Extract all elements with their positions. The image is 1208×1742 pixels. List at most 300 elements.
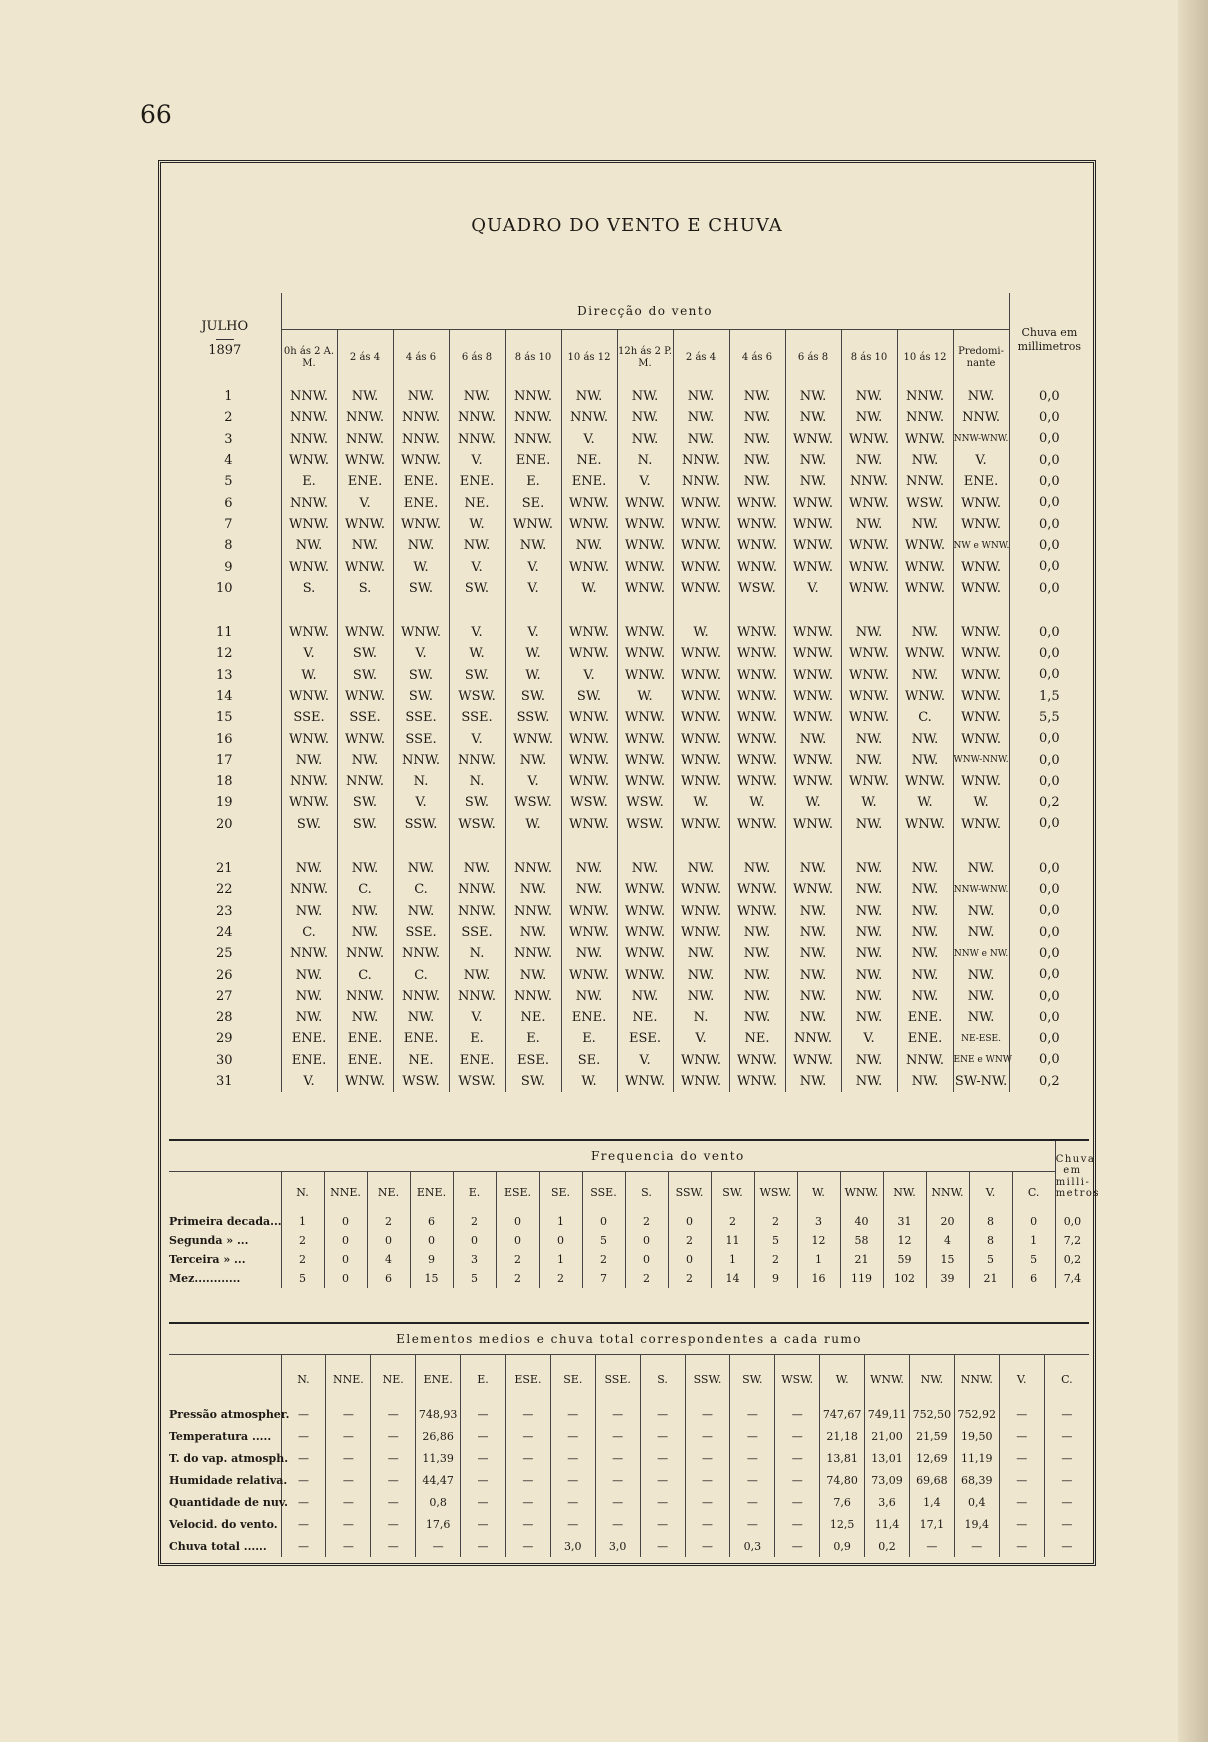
elements-cell: —: [1044, 1425, 1089, 1447]
row-label: Mez............: [169, 1272, 241, 1285]
elements-cell: —: [281, 1513, 326, 1535]
wind-cell: WNW.: [785, 643, 841, 664]
wind-cell: NW.: [449, 386, 505, 407]
wind-cell: SW.: [337, 814, 393, 835]
wind-column-header: 6 ás 8: [449, 330, 505, 387]
elements-cell: —: [909, 1535, 954, 1557]
wind-cell: WNW.: [953, 622, 1009, 643]
wind-cell: WNW.: [953, 707, 1009, 728]
frequency-cell: 0: [668, 1250, 711, 1269]
wind-cell: NW.: [337, 535, 393, 556]
elements-column-header: S.: [640, 1355, 685, 1404]
elements-cell: 0,8: [416, 1491, 461, 1513]
wind-cell: C.: [337, 879, 393, 900]
wind-cell: NW.: [841, 943, 897, 964]
year-label: 1897: [208, 343, 242, 358]
wind-cell: W.: [841, 792, 897, 813]
elements-column-header: SSE.: [595, 1355, 640, 1404]
wind-cell: NW.: [729, 1007, 785, 1028]
wind-cell: WNW.: [729, 556, 785, 577]
wind-cell: WNW.: [561, 964, 617, 985]
frequency-cell: 0: [539, 1231, 582, 1250]
elements-cell: —: [550, 1491, 595, 1513]
wind-cell: WNW.: [289, 453, 329, 469]
wind-cell: NW.: [841, 858, 897, 879]
wind-cell: NE.: [393, 1050, 449, 1071]
wind-cell: WNW.: [729, 879, 785, 900]
wind-cell: NW.: [449, 964, 505, 985]
wind-cell: WNW.: [289, 731, 329, 747]
wind-cell: WNW.: [673, 879, 729, 900]
wind-cell: NW.: [393, 901, 449, 922]
wind-cell: NW.: [841, 750, 897, 771]
day-number: 16: [169, 728, 281, 749]
frequency-cell: 5: [754, 1231, 797, 1250]
rain-cell: 0,0: [1009, 1007, 1089, 1028]
wind-cell: WNW-NNW.: [953, 750, 1009, 771]
wind-cell: WNW.: [337, 686, 393, 707]
wind-frequency-table: [169, 1139, 1101, 1288]
wind-cell: NNW.: [449, 986, 505, 1007]
wind-cell: NNW.: [290, 882, 328, 898]
table-row: [169, 556, 1089, 577]
wind-cell: SW.: [449, 578, 505, 599]
row-label: Humidade relativa.: [169, 1473, 288, 1487]
wind-cell: WNW.: [897, 686, 953, 707]
wind-cell: WNW.: [617, 492, 673, 513]
wind-cell: SW.: [505, 686, 561, 707]
day-number: 15: [169, 707, 281, 728]
wind-cell: WNW.: [673, 771, 729, 792]
rain-cell: 0,2: [1009, 1071, 1089, 1092]
frequency-cell: 8: [969, 1231, 1012, 1250]
frequency-cell: 59: [883, 1250, 926, 1269]
elements-cell: 1,4: [909, 1491, 954, 1513]
rain-cell: 7,2: [1055, 1231, 1089, 1250]
row-label-header: [169, 1355, 281, 1404]
wind-cell: C.: [897, 707, 953, 728]
elements-cell: 752,50: [909, 1403, 954, 1425]
wind-cell: SW.: [337, 792, 393, 813]
wind-cell: SE.: [505, 492, 561, 513]
rain-cell: 0,0: [1009, 1050, 1089, 1071]
elements-cell: —: [461, 1469, 506, 1491]
elements-cell: —: [1044, 1403, 1089, 1425]
wind-cell: NW.: [841, 407, 897, 428]
elements-cell: —: [999, 1403, 1044, 1425]
table-row: [169, 535, 1089, 556]
elements-cell: —: [595, 1513, 640, 1535]
wind-cell: NW.: [897, 622, 953, 643]
page-edge-shadow: [1178, 0, 1208, 1742]
wind-cell: WNW.: [337, 450, 393, 471]
day-number: 3: [169, 429, 281, 450]
elements-cell: —: [371, 1403, 416, 1425]
wind-cell: WNW.: [673, 728, 729, 749]
table-row: [169, 1403, 1089, 1425]
wind-cell: WNW.: [617, 901, 673, 922]
elements-cell: —: [640, 1491, 685, 1513]
day-number: 27: [169, 986, 281, 1007]
frequency-column-header: SSW.: [668, 1172, 711, 1213]
frequency-cell: 2: [754, 1250, 797, 1269]
wind-cell: NW.: [785, 450, 841, 471]
wind-cell: NW.: [617, 386, 673, 407]
rain-cell: 0,0: [1009, 514, 1089, 535]
elements-cell: —: [640, 1425, 685, 1447]
elements-cell: 12,69: [909, 1447, 954, 1469]
frequency-cell: 21: [969, 1269, 1012, 1288]
wind-cell: WNW.: [561, 922, 617, 943]
frequency-cell: 4: [367, 1250, 410, 1269]
wind-cell: NE.: [617, 1007, 673, 1028]
wind-cell: NNW.: [505, 407, 561, 428]
elements-cell: —: [550, 1513, 595, 1535]
wind-cell: W.: [505, 643, 561, 664]
elements-cell: —: [685, 1447, 730, 1469]
elements-group-header: Elementos medios e chuva total correspondentes a cada rumo: [396, 1332, 863, 1346]
wind-cell: SW.: [449, 792, 505, 813]
wind-cell: NNW.: [290, 389, 328, 405]
wind-cell: NNW.: [841, 471, 897, 492]
wind-cell: WNW.: [785, 492, 841, 513]
table-row: [169, 792, 1089, 813]
table-row: [169, 1447, 1089, 1469]
elements-cell: 12,5: [820, 1513, 865, 1535]
table-row: [169, 514, 1089, 535]
frequency-cell: 0: [367, 1231, 410, 1250]
wind-column-header: 8 ás 10: [841, 330, 897, 387]
elements-cell: —: [640, 1513, 685, 1535]
mean-elements-table: [169, 1322, 1089, 1557]
elements-column-header: NE.: [371, 1355, 416, 1404]
elements-cell: —: [595, 1447, 640, 1469]
page-title: QUADRO DO VENTO E CHUVA: [471, 215, 783, 236]
wind-cell: WNW.: [953, 514, 1009, 535]
wind-cell: NW.: [729, 450, 785, 471]
wind-cell: WNW.: [561, 814, 617, 835]
wind-cell: WNW.: [785, 879, 841, 900]
wind-cell: NNW.: [897, 471, 953, 492]
elements-cell: —: [685, 1425, 730, 1447]
wind-cell: WNW.: [673, 514, 729, 535]
wind-cell: WNW.: [673, 901, 729, 922]
table-row: [169, 1028, 1089, 1049]
elements-cell: —: [730, 1447, 775, 1469]
rain-cell: 0,0: [1009, 450, 1089, 471]
wind-column-header: 12h ás 2 P. M.: [617, 330, 673, 387]
elements-column-header: SE.: [550, 1355, 595, 1404]
wind-cell: NE-ESE.: [953, 1028, 1009, 1049]
wind-cell: V.: [449, 728, 505, 749]
frequency-cell: 5: [281, 1269, 324, 1288]
wind-cell: WNW.: [729, 728, 785, 749]
wind-cell: WNW.: [561, 771, 617, 792]
wind-cell: NNW.: [393, 750, 449, 771]
elements-cell: —: [326, 1403, 371, 1425]
wind-cell: WNW.: [841, 686, 897, 707]
wind-cell: WNW.: [673, 814, 729, 835]
frequency-cell: 2: [367, 1212, 410, 1231]
elements-cell: —: [640, 1403, 685, 1425]
wind-cell: W.: [449, 643, 505, 664]
wind-cell: WNW.: [729, 750, 785, 771]
elements-cell: —: [999, 1425, 1044, 1447]
table-row: [169, 471, 1089, 492]
wind-cell: WNW.: [841, 535, 897, 556]
wind-cell: NW.: [337, 750, 393, 771]
frequency-cell: 31: [883, 1212, 926, 1231]
day-number: 18: [169, 771, 281, 792]
frequency-cell: 2: [496, 1250, 539, 1269]
elements-column-header: SSW.: [685, 1355, 730, 1404]
wind-cell: NNW.: [290, 495, 328, 511]
elements-cell: —: [775, 1447, 820, 1469]
frequency-cell: 2: [539, 1269, 582, 1288]
frequency-cell: 2: [625, 1212, 668, 1231]
frequency-cell: 21: [840, 1250, 883, 1269]
wind-cell: SSE.: [449, 922, 505, 943]
wind-cell: E.: [505, 1028, 561, 1049]
elements-cell: 17,6: [416, 1513, 461, 1535]
rain-cell: 0,0: [1009, 750, 1089, 771]
wind-cell: WNW.: [617, 964, 673, 985]
wind-cell: WNW.: [953, 686, 1009, 707]
rain-cell: 0,0: [1009, 986, 1089, 1007]
elements-cell: —: [775, 1513, 820, 1535]
table-row: [169, 1231, 1089, 1250]
wind-cell: NW.: [673, 986, 729, 1007]
table-row: [169, 686, 1089, 707]
elements-cell: —: [730, 1469, 775, 1491]
wind-cell: WNW.: [337, 556, 393, 577]
wind-cell: NW.: [295, 538, 323, 554]
wind-cell: ENE.: [449, 471, 505, 492]
frequency-cell: 2: [453, 1212, 496, 1231]
wind-cell: WSW.: [617, 814, 673, 835]
wind-cell: NNW.: [673, 471, 729, 492]
elements-cell: —: [730, 1513, 775, 1535]
elements-cell: —: [281, 1535, 326, 1557]
wind-cell: WNW.: [337, 1071, 393, 1092]
wind-cell: WNW.: [505, 514, 561, 535]
frequency-cell: 6: [410, 1212, 453, 1231]
wind-cell: NNW.: [953, 407, 1009, 428]
wind-cell: NNW.: [505, 986, 561, 1007]
frequency-cell: 3: [797, 1212, 840, 1231]
elements-cell: 74,80: [820, 1469, 865, 1491]
wind-cell: WNW.: [561, 728, 617, 749]
row-label: T. do vap. atmosph.: [169, 1451, 289, 1465]
wind-cell: WNW.: [673, 535, 729, 556]
wind-cell: NW.: [897, 943, 953, 964]
wind-cell: WSW.: [561, 792, 617, 813]
wind-cell: WNW.: [617, 556, 673, 577]
wind-cell: NNW.: [449, 879, 505, 900]
wind-cell: ENE.: [337, 1050, 393, 1071]
elements-cell: —: [999, 1535, 1044, 1557]
frequency-cell: 5: [1012, 1250, 1055, 1269]
elements-cell: —: [1044, 1469, 1089, 1491]
wind-cell: NW.: [841, 879, 897, 900]
wind-cell: NW e WNW.: [953, 535, 1009, 556]
day-number: 13: [169, 665, 281, 686]
wind-cell: WNW.: [785, 535, 841, 556]
wind-cell: NW.: [841, 1071, 897, 1092]
frequency-cell: 4: [926, 1231, 969, 1250]
wind-cell: WNW.: [785, 429, 841, 450]
elements-cell: 19,4: [954, 1513, 999, 1535]
wind-cell: WSW.: [729, 578, 785, 599]
elements-cell: 44,47: [416, 1469, 461, 1491]
elements-cell: 0,9: [820, 1535, 865, 1557]
elements-cell: —: [326, 1535, 371, 1557]
wind-cell: V.: [393, 643, 449, 664]
day-number: 19: [169, 792, 281, 813]
wind-cell: NW.: [953, 858, 1009, 879]
wind-cell: NW.: [337, 1007, 393, 1028]
wind-cell: V.: [505, 556, 561, 577]
wind-cell: NW.: [295, 861, 323, 877]
wind-cell: V.: [505, 622, 561, 643]
wind-cell: V.: [561, 665, 617, 686]
frequency-cell: 0: [324, 1212, 367, 1231]
elements-cell: —: [730, 1403, 775, 1425]
rain-cell: 0,0: [1009, 879, 1089, 900]
wind-cell: V.: [449, 450, 505, 471]
wind-cell: NW.: [729, 471, 785, 492]
wind-cell: NW.: [785, 386, 841, 407]
wind-cell: W.: [561, 1071, 617, 1092]
frequency-column-header: ENE.: [410, 1172, 453, 1213]
table-row: [169, 1469, 1089, 1491]
wind-cell: W.: [897, 792, 953, 813]
wind-cell: N.: [449, 771, 505, 792]
wind-cell: WNW.: [729, 707, 785, 728]
wind-cell: NW.: [841, 514, 897, 535]
day-number: 2: [169, 407, 281, 428]
table-row: [169, 450, 1089, 471]
wind-cell: NNW.: [290, 774, 328, 790]
wind-cell: NNW e NW.: [953, 943, 1009, 964]
day-number: 23: [169, 901, 281, 922]
day-number: 17: [169, 750, 281, 771]
table-row: [169, 750, 1089, 771]
wind-cell: NW.: [505, 964, 561, 985]
frequency-cell: 1: [711, 1250, 754, 1269]
wind-cell: NW.: [561, 879, 617, 900]
frequency-column-header: E.: [453, 1172, 496, 1213]
table-row: [169, 1425, 1089, 1447]
wind-cell: WNW.: [617, 922, 673, 943]
wind-cell: NW.: [561, 386, 617, 407]
wind-cell: WNW.: [289, 625, 329, 641]
table-row: [169, 1269, 1089, 1288]
wind-cell: NW.: [729, 386, 785, 407]
rain-cell: 0,0: [1009, 407, 1089, 428]
table-row: [169, 665, 1089, 686]
wind-cell: SSE.: [449, 707, 505, 728]
wind-cell: ENE.: [561, 471, 617, 492]
elements-cell: —: [775, 1403, 820, 1425]
elements-cell: 3,0: [595, 1535, 640, 1557]
wind-cell: V.: [617, 1050, 673, 1071]
elements-cell: —: [505, 1403, 550, 1425]
wind-cell: NNW.: [505, 943, 561, 964]
wind-cell: WNW.: [617, 943, 673, 964]
wind-cell: W.: [729, 792, 785, 813]
elements-cell: 21,18: [820, 1425, 865, 1447]
wind-cell: V.: [303, 1074, 315, 1090]
wind-cell: NNW.: [785, 1028, 841, 1049]
wind-cell: NW.: [729, 922, 785, 943]
wind-cell: NW.: [729, 858, 785, 879]
wind-cell: N.: [393, 771, 449, 792]
frequency-cell: 102: [883, 1269, 926, 1288]
wind-cell: WSW.: [505, 792, 561, 813]
wind-cell: NW.: [785, 986, 841, 1007]
wind-cell: WNW.: [785, 771, 841, 792]
wind-cell: SSW.: [505, 707, 561, 728]
frequency-cell: 0: [324, 1250, 367, 1269]
elements-cell: —: [505, 1535, 550, 1557]
wind-cell: NW.: [897, 964, 953, 985]
wind-cell: WNW.: [393, 622, 449, 643]
wind-cell: WSW.: [393, 1071, 449, 1092]
frequency-cell: 1: [1012, 1231, 1055, 1250]
wind-cell: SSE.: [393, 707, 449, 728]
wind-cell: NW.: [897, 858, 953, 879]
rain-cell: 0,0: [1009, 622, 1089, 643]
table-row: [169, 1491, 1089, 1513]
day-number: 11: [169, 622, 281, 643]
wind-cell: V.: [617, 471, 673, 492]
wind-cell: WNW.: [729, 901, 785, 922]
wind-cell: ENE.: [953, 471, 1009, 492]
elements-cell: —: [371, 1469, 416, 1491]
wind-cell: NW.: [785, 1007, 841, 1028]
elements-cell: —: [505, 1425, 550, 1447]
wind-cell: NNW.: [449, 750, 505, 771]
elements-cell: 748,93: [416, 1403, 461, 1425]
elements-cell: —: [461, 1535, 506, 1557]
wind-cell: N.: [617, 450, 673, 471]
wind-cell: WNW.: [785, 1050, 841, 1071]
wind-cell: ENE.: [449, 1050, 505, 1071]
wind-cell: WNW.: [897, 771, 953, 792]
wind-cell: V.: [561, 429, 617, 450]
wind-cell: NW.: [785, 964, 841, 985]
table-row: [169, 1071, 1089, 1092]
wind-cell: V.: [505, 578, 561, 599]
frequency-cell: 5: [969, 1250, 1012, 1269]
wind-cell: WNW.: [729, 492, 785, 513]
wind-cell: NW.: [897, 1071, 953, 1092]
day-number: 29: [169, 1028, 281, 1049]
wind-cell: NW.: [561, 986, 617, 1007]
wind-cell: NW.: [449, 858, 505, 879]
wind-cell: V.: [673, 1028, 729, 1049]
wind-cell: SSE.: [293, 710, 325, 726]
wind-cell: NW.: [841, 901, 897, 922]
wind-cell: NW.: [785, 858, 841, 879]
elements-cell: 747,67: [820, 1403, 865, 1425]
table-row: [169, 922, 1089, 943]
elements-cell: —: [1044, 1535, 1089, 1557]
wind-cell: NW.: [897, 879, 953, 900]
wind-cell: NW.: [617, 986, 673, 1007]
frequency-column-header: ESE.: [496, 1172, 539, 1213]
